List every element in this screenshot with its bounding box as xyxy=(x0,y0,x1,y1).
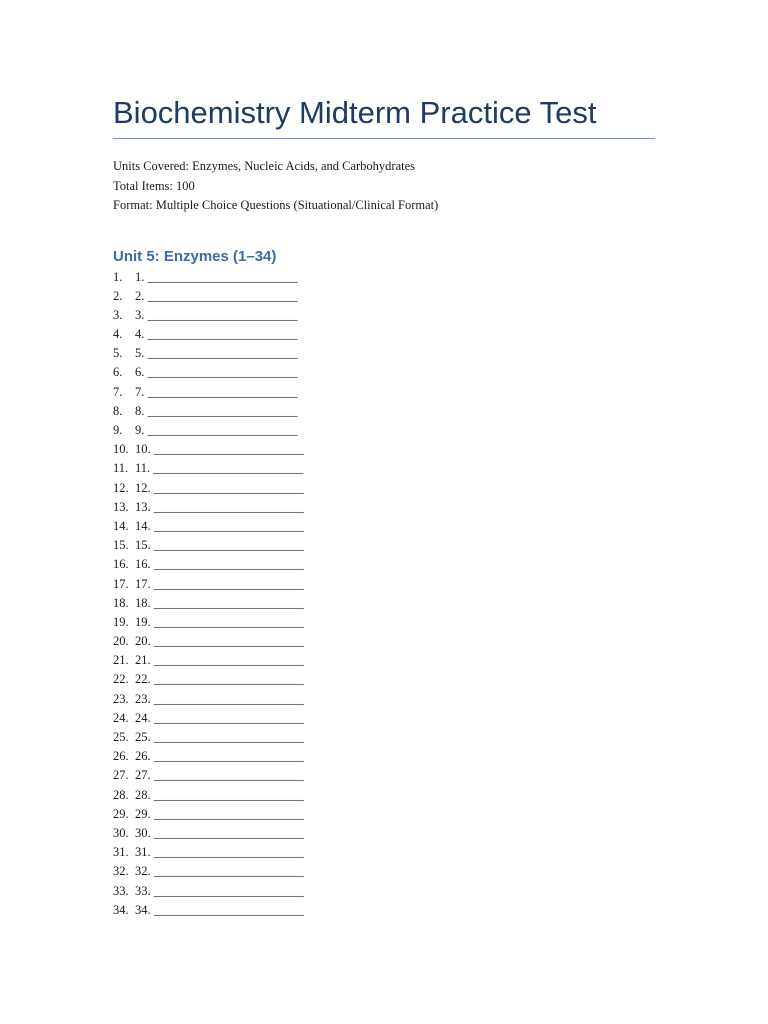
list-item-number: 14. xyxy=(113,518,129,533)
list-item xyxy=(113,287,655,306)
list-item-number: 31. xyxy=(113,845,129,860)
list-item xyxy=(113,536,655,555)
list-item xyxy=(113,363,655,382)
list-item xyxy=(113,805,655,824)
list-item xyxy=(113,268,655,287)
list-item-number: 8. xyxy=(113,403,123,418)
answer-blank: 25. ________________________ xyxy=(135,730,304,744)
list-item xyxy=(113,575,655,594)
answer-blank: 19. ________________________ xyxy=(135,614,304,629)
answer-blank: 4. ________________________ xyxy=(135,327,298,342)
list-item xyxy=(113,498,655,517)
document-title: Biochemistry Midterm Practice Test xyxy=(113,95,597,130)
list-item-number: 25. xyxy=(113,730,129,744)
list-item-number: 7. xyxy=(113,384,123,399)
list-item-number: 2. xyxy=(113,288,123,303)
title-underline xyxy=(113,138,655,139)
answer-blank: 32. ________________________ xyxy=(135,864,304,879)
list-item xyxy=(113,421,655,440)
list-item-number: 26. xyxy=(113,749,129,764)
list-item-number: 24. xyxy=(113,710,129,725)
list-item-number: 1. xyxy=(113,269,123,284)
list-item xyxy=(113,728,655,747)
answer-blank: 31. ________________________ xyxy=(135,845,304,860)
list-item xyxy=(113,594,655,613)
list-item-number: 22. xyxy=(113,672,129,687)
question-list xyxy=(113,268,655,920)
list-item-number: 15. xyxy=(113,538,129,553)
list-item-number: 13. xyxy=(113,499,129,514)
list-item xyxy=(113,651,655,670)
answer-blank: 24. ________________________ xyxy=(135,710,304,725)
answer-blank: 30. ________________________ xyxy=(135,825,304,840)
list-item xyxy=(113,440,655,459)
answer-blank: 6. ________________________ xyxy=(135,365,298,380)
list-item-number: 34. xyxy=(113,902,129,917)
list-item xyxy=(113,901,655,920)
list-item-number: 5. xyxy=(113,346,123,361)
list-item xyxy=(113,843,655,862)
answer-blank: 1. ________________________ xyxy=(135,269,298,284)
answer-blank: 10. ________________________ xyxy=(135,442,304,457)
answer-blank: 29. ________________________ xyxy=(135,806,304,821)
list-item xyxy=(113,747,655,766)
answer-blank: 26. ________________________ xyxy=(135,749,304,764)
list-item xyxy=(113,555,655,574)
list-item xyxy=(113,632,655,651)
answer-blank: 20. ________________________ xyxy=(135,634,304,649)
answer-blank: 15. ________________________ xyxy=(135,538,304,553)
answer-blank: 12. ________________________ xyxy=(135,480,304,495)
answer-blank: 14. ________________________ xyxy=(135,518,304,533)
answer-blank: 9. ________________________ xyxy=(135,423,298,437)
list-item-number: 32. xyxy=(113,864,129,879)
list-item xyxy=(113,383,655,402)
list-item xyxy=(113,517,655,536)
list-item xyxy=(113,325,655,344)
list-item xyxy=(113,786,655,805)
total-items-line: Total Items: 100 xyxy=(113,178,195,193)
list-item xyxy=(113,882,655,901)
list-item-number: 21. xyxy=(113,653,129,668)
list-item-number: 28. xyxy=(113,787,129,802)
answer-blank: 18. ________________________ xyxy=(135,595,304,610)
list-item xyxy=(113,459,655,478)
document-page xyxy=(113,92,655,920)
list-item xyxy=(113,402,655,421)
list-item-number: 19. xyxy=(113,614,129,629)
list-item-number: 6. xyxy=(113,365,123,380)
list-item-number: 20. xyxy=(113,634,129,649)
answer-blank: 23. ________________________ xyxy=(135,691,304,706)
answer-blank: 33. ________________________ xyxy=(135,883,304,898)
answer-blank: 28. ________________________ xyxy=(135,787,304,802)
answer-blank: 17. ________________________ xyxy=(135,576,304,591)
list-item-number: 3. xyxy=(113,307,123,322)
answer-blank: 8. ________________________ xyxy=(135,403,298,418)
answer-blank: 2. ________________________ xyxy=(135,288,298,303)
format-line: Format: Multiple Choice Questions (Situational/Clinical Format) xyxy=(113,198,439,212)
list-item-number: 23. xyxy=(113,691,129,706)
list-item-number: 27. xyxy=(113,768,129,783)
list-item-number: 17. xyxy=(113,576,129,591)
answer-blank: 21. ________________________ xyxy=(135,653,304,668)
list-item-number: 12. xyxy=(113,480,129,495)
list-item-number: 11. xyxy=(113,461,129,476)
list-item xyxy=(113,709,655,728)
answer-blank: 13. ________________________ xyxy=(135,499,304,514)
answer-blank: 22. ________________________ xyxy=(135,672,304,687)
list-item xyxy=(113,306,655,325)
list-item-number: 33. xyxy=(113,883,129,898)
list-item-number: 4. xyxy=(113,327,123,342)
document-meta xyxy=(113,157,655,216)
list-item xyxy=(113,824,655,843)
unit-heading: Unit 5: Enzymes (1–34) xyxy=(113,247,277,265)
list-item-number: 10. xyxy=(113,442,129,457)
answer-blank: 7. ________________________ xyxy=(135,384,298,399)
list-item xyxy=(113,344,655,363)
units-covered-line: Units Covered: Enzymes, Nucleic Acids, and Carbohydrates xyxy=(113,159,416,173)
answer-blank: 34. ________________________ xyxy=(135,902,304,917)
list-item xyxy=(113,690,655,709)
list-item xyxy=(113,613,655,632)
answer-blank: 3. ________________________ xyxy=(135,307,298,322)
answer-blank: 5. ________________________ xyxy=(135,346,298,361)
list-item-number: 29. xyxy=(113,806,129,821)
list-item-number: 30. xyxy=(113,825,129,840)
list-item xyxy=(113,670,655,689)
list-item xyxy=(113,862,655,881)
answer-blank: 27. ________________________ xyxy=(135,768,304,783)
list-item xyxy=(113,766,655,785)
list-item xyxy=(113,479,655,498)
list-item-number: 18. xyxy=(113,595,129,610)
answer-blank: 16. ________________________ xyxy=(135,557,304,572)
list-item-number: 9. xyxy=(113,423,123,437)
list-item-number: 16. xyxy=(113,557,129,572)
answer-blank: 11. ________________________ xyxy=(135,461,304,476)
